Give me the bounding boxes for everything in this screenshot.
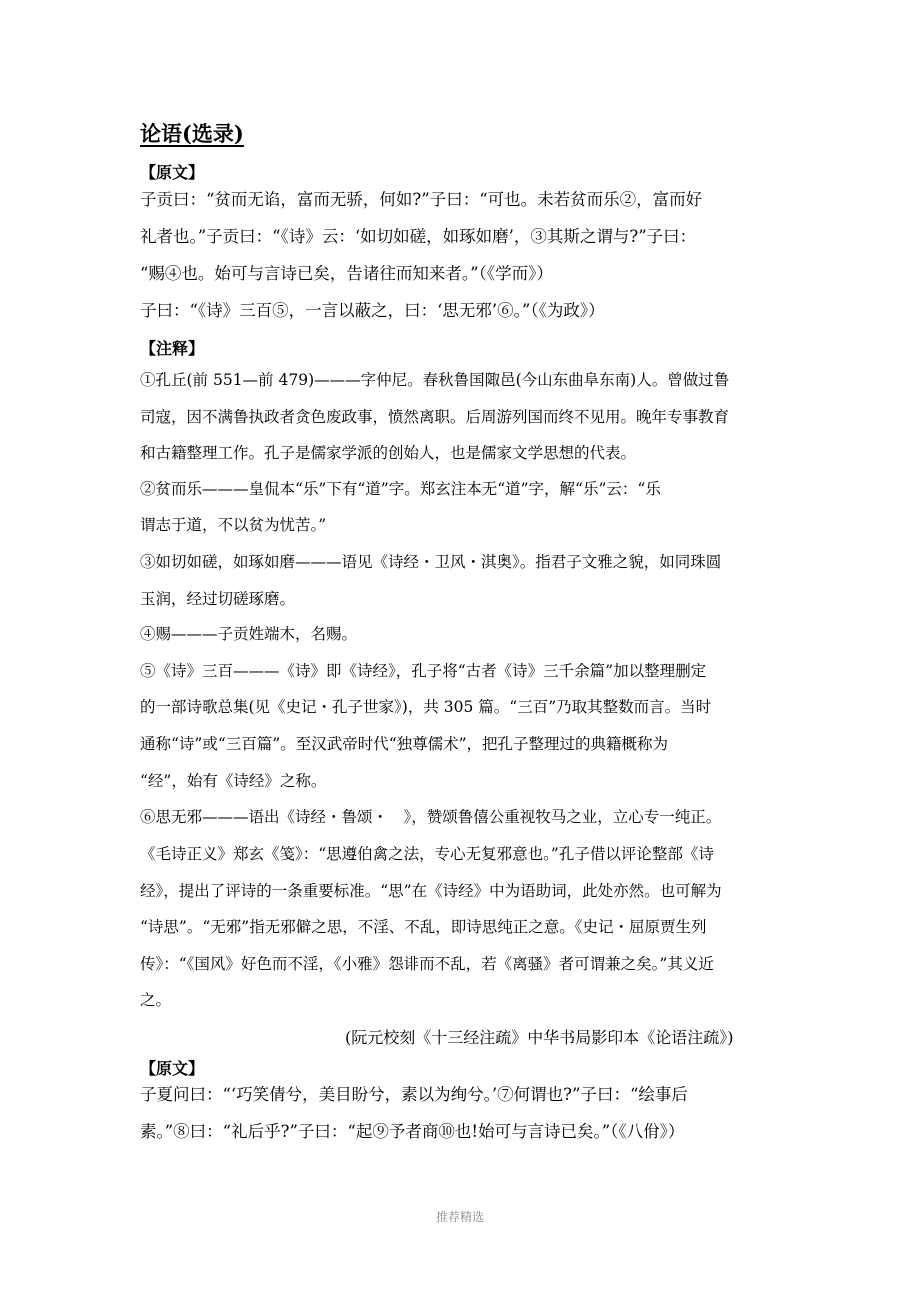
note-line: 《毛诗正义》郑玄《笺》：“思遵伯禽之法，专心无复邪意也。”孔子借以评论整部《诗	[140, 845, 714, 863]
note-line: “经”，始有《诗经》之称。	[140, 772, 327, 790]
text-line: 子贡曰：“贫而无谄，富而无骄，何如?”子曰：“可也。未若贫而乐②，富而好	[140, 190, 703, 209]
note-line: ⑤《诗》三百———《诗》即《诗经》，孔子将“古者《诗》三千余篇”加以整理删定	[140, 662, 707, 680]
note-line: 传》：“《国风》好色而不淫，《小雅》怨诽而不乱，若《离骚》者可谓兼之矣。”其义近	[140, 955, 714, 973]
text-line: 子曰：“《诗》三百⑤，一言以蔽之，曰：‘思无邪’⑥。”（《为政》）	[140, 301, 605, 320]
note-line: “诗思”。“无邪”指无邪僻之思，不淫、不乱，即诗思纯正之意。《史记・屈原贾生列	[140, 918, 707, 936]
note-line: 之。	[140, 991, 172, 1009]
document-title: 论语(选录)	[140, 121, 244, 146]
note-line: ①孔丘(前 551—前 479)———字仲尼。春秋鲁国陬邑(今山东曲阜东南)人。曾做过鲁	[140, 371, 730, 389]
note-line: 经》，提出了评诗的一条重要标准。“思”在《诗经》中为语助词，此处亦然。也可解为	[140, 882, 722, 900]
note-line: ③如切如磋，如琢如磨———语见《诗经・卫风・淇奥》。指君子文雅之貌，如同珠圆	[140, 553, 722, 571]
page-footer: 推荐精选	[435, 1210, 484, 1224]
text-line: 礼者也。”子贡曰：“《诗》云：‘如切如磋，如琢如磨’，③其斯之谓与?”子曰：	[140, 227, 697, 246]
text-line: 素。”⑧曰：“礼后乎?”子曰：“起⑨予者商⑩也!始可与言诗已矣。”（《八佾》）	[140, 1122, 685, 1141]
note-line: 的一部诗歌总集(见《史记・孔子世家》)，共 305 篇。“三百”乃取其整数而言。当时	[140, 698, 712, 716]
note-line: ⑥思无邪———语出《诗经・鲁颂・ 》，赞颂鲁僖公重视牧马之业，立心专一纯正。	[140, 808, 722, 826]
text-line: “赐④也。始可与言诗已矣，告诸往而知来者。”（《学而》）	[140, 264, 553, 283]
section-heading-original-text: 【原文】	[140, 163, 205, 182]
note-line: 和古籍整理工作。孔子是儒家学派的创始人，也是儒家文学思想的代表。	[140, 444, 637, 462]
note-line: 玉润，经过切磋琢磨。	[140, 590, 296, 608]
note-line: 司寇，因不满鲁执政者贪色废政事，愤然离职。后周游列国而终不见用。晚年专事教育	[140, 408, 730, 426]
text-line: 子夏问曰：“‘巧笑倩兮，美目盼兮，素以为绚兮。’⑦何谓也?”子曰：“绘事后	[140, 1085, 688, 1104]
source-citation: (阮元校刻《十三经注疏》中华书局影印本《论语注疏》)	[345, 1028, 734, 1047]
section-heading-original-text-2: 【原文】	[140, 1059, 205, 1078]
section-heading-notes: 【注释】	[140, 339, 205, 358]
note-line: ④赐———子贡姓端木，名赐。	[140, 625, 358, 643]
note-line: 通称“诗”或“三百篇”。至汉武帝时代“独尊儒术”，把孔子整理过的典籍概称为	[140, 735, 669, 753]
note-line: ②贫而乐———皇侃本“乐”下有“道”字。郑玄注本无“道”字，解“乐”云：“乐	[140, 480, 661, 498]
note-line: 谓志于道，不以贫为忧苦。”	[140, 516, 327, 534]
